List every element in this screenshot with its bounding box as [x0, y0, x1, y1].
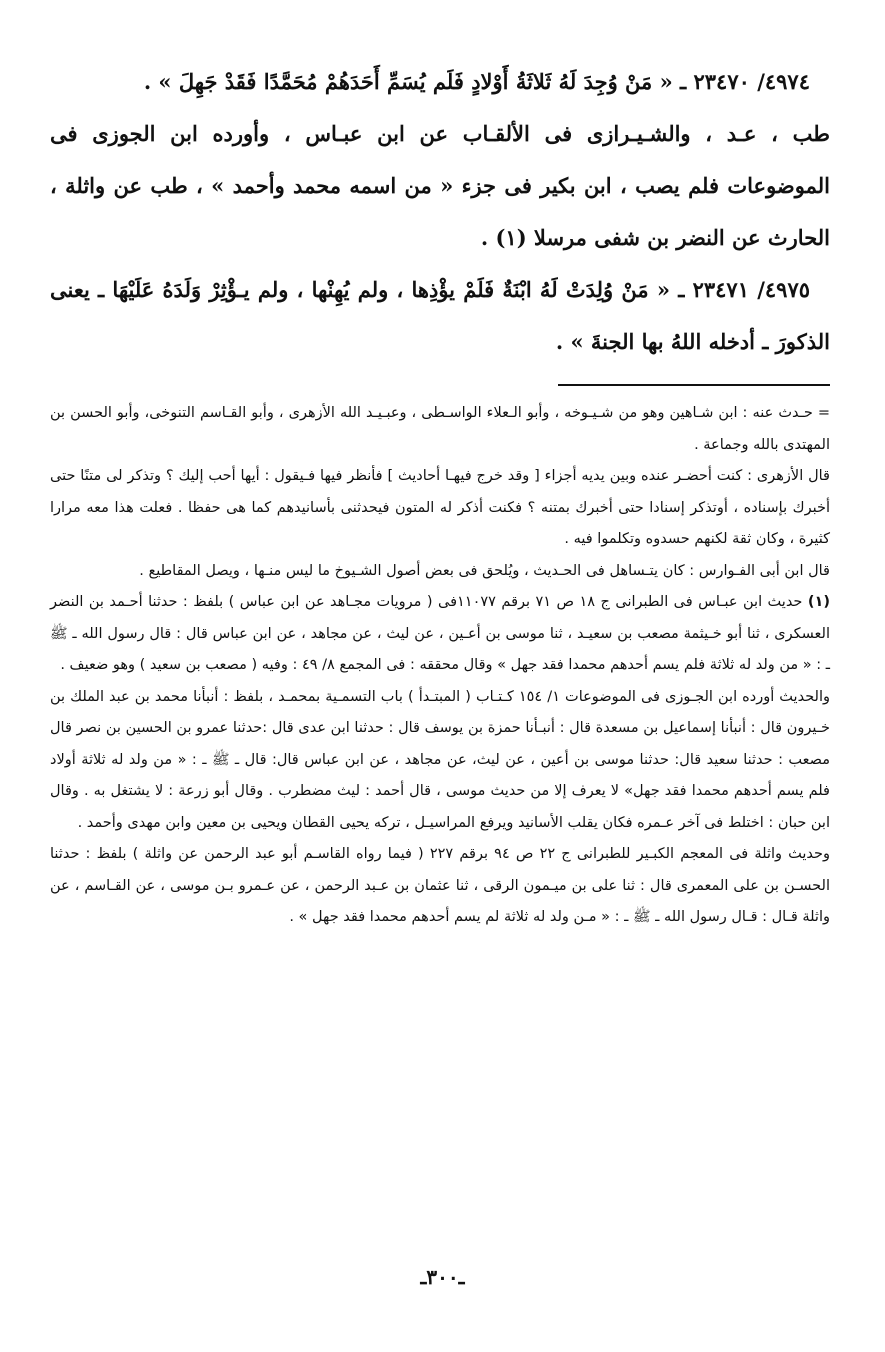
note-abi-fawaris-paragraph: قال ابن أبى الفـوارس : كان يتـساهل فى الحـديث ، ويُلحق فى بعض أصول الشـيوخ ما ليس منـها ، ويصل المقاطيع . [139, 562, 830, 579]
hadith-4974-sources: طب ، عـد ، والشـيـرازى فى الألقـاب عن ابن عبـاس ، وأورده ابن الجوزى فى الموضوعات فلم يصب ، ابن بكير فى جزء « من اسمه محمد وأحمد » ، طب عن واثلة ، الحارث عن النضر بن شفى مرسلا (١) . [50, 121, 830, 250]
footnote-separator [558, 384, 830, 386]
note-azhari-paragraph: قال الأزهرى : كنت أحضـر عنده وبين يديه أجزاء [ وقد خرج فيهـا أحاديث ] فأنظر فيها فـيقول : أيها أحب إليك ؟ وتذكر لى متنًا حتى أخبرك بإسناده ، أوتذكر إسنادا حتى أخبرك بمتنه ؟ فكنت أذكر له المتون فيحدثنى بأسانيدهم كما هى حفظا . فعلت هذا معه مرارا كثيرة ، وكان ثقة لكنهم حسدوه وتكلموا فيه . [50, 468, 830, 547]
note-continuation-paragraph: = حـدث عنه : ابن شـاهين وهو من شـيـوخه ، وأبو الـعلاء الواسـطى ، وعبـيـد الله الأزهرى ، وأبو القـاسم التنوخى، وأبو الحسن بن المهتدى بالله وجماعة . [50, 405, 830, 453]
main-text [50, 56, 830, 368]
footnote-1-text: حديث ابن عبـاس فى الطبرانى ج ١٨ ص ٧١ برقم ١١٠٧٧فى ( مرويات مجـاهد عن ابن عباس ) بلفظ : حدثنا أحـمد بن النضر العسكرى ، ثنا أبو خـيثمة مصعب بن سعيـد ، ثنا موسى بن أعـين ، عن ليث ، عن مجاهد ، عن ابن عباس قال : قال رسول الله ـ ﷺ ـ : « من ولد له ثلاثة فلم يسم أحدهم محمدا فقد جهل » وقال محققه : فى المجمع ٨/ ٤٩ : وفيه ( مصعب بن سعيد ) وهو ضعيف . [50, 594, 830, 673]
hadith-4975: ٤٩٧٥/ ٢٣٤٧١ ـ « مَنْ وُلِدَتْ لَهُ ابْنَةٌ فَلَمْ يؤْذِها ، ولم يُهِنْها ، ولم يـؤْثِرْ وَلَدَهُ عَلَيْهَا ـ يعنى الذكورَ ـ أدخله اللهُ بها الجنةَ » . [50, 277, 830, 354]
footnotes [50, 398, 830, 934]
hadith-4974: ٤٩٧٤/ ٢٣٤٧٠ ـ « مَنْ وُجِدَ لَهُ ثَلاثَةُ أَوْلادٍ فَلَم يُسَمِّ أَحَدَهُمْ مُحَمَّدًا فَقَدْ جَهِلَ » . [143, 69, 810, 94]
note-wathila-paragraph: وحديث واثلة فى المعجم الكبـير للطبرانى ج ٢٢ ص ٩٤ برقم ٢٢٧ ( فيما رواه القاسـم أبو عبد الرحمن عن واثلة ) بلفظ : حدثنا الحسـن بن على المعمرى قال : ثنا على بن ميـمون الرقى ، ثنا عثمان بن عـبد الرحمن ، عن عـمرو بـن موسى ، عن القـاسم ، عن واثلة قـال : قـال رسول الله ـ ﷺ ـ : « مـن ولد له ثلاثة لم يسم أحدهم محمدا فقد جهل » . [50, 846, 831, 925]
footnote-1 [50, 587, 830, 682]
page-number: ـ٣٠٠ـ [420, 1265, 465, 1289]
footnote-1-marker: (١) [807, 594, 830, 610]
note-ibn-jawzi-paragraph: والحديث أورده ابن الجـوزى فى الموضوعات ١/ ١٥٤ كـتـاب ( المبتـدأ ) باب التسمـية بمحمـد ، بلفظ : أنبأنا محمد بن عبد الملك بن خـيرون قال : أنبأنا إسماعيل بن مسعدة قال : أنبـأنا حمزة بن يوسف قال : حدثنا ابن عدى قال :حدثنا عمرو بن الحسين بن نصر قال مصعب : حدثنا سعيد قال: حدثنا موسى بن أعين ، عن ليث، عن مجاهد ، عن ابن عباس قال: قال ـ ﷺ ـ : « من ولد له ثلاثة أولاد فلم يسم أحدهم محمدا فقد جهل» لا يعرف إلا من حديث موسى ، قال أحمد : ليث مضطرب . وقال أبو زرعة : لا يشتغل به . وقال ابن حبان : اختلط فى آخر عـمره فكان يقلب الأسانيد ويرفع المراسيـل ، تركه يحيى القطان ويحيى بن معين وابن مهدى وأحمد . [50, 688, 830, 831]
